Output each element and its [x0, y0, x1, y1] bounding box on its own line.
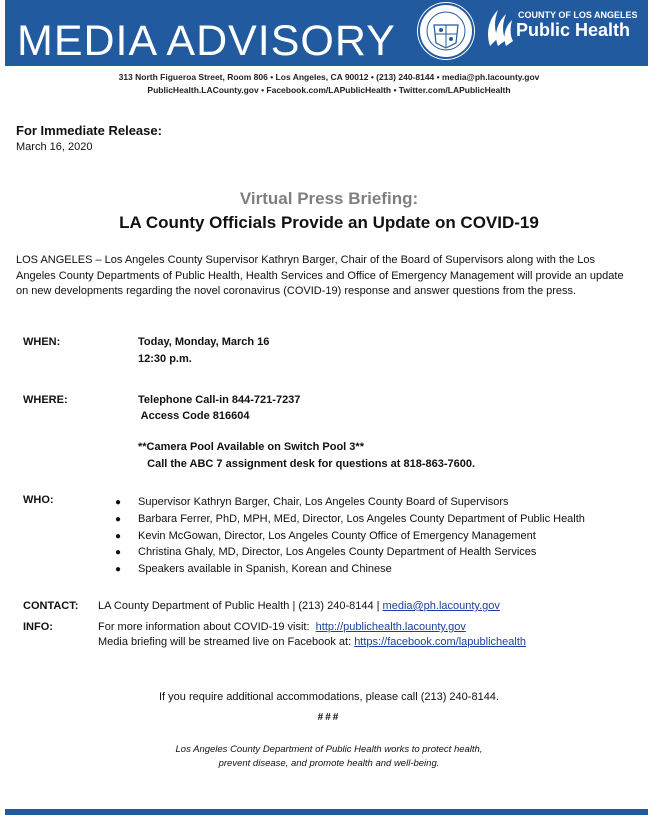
publichealth-website-link[interactable]: http://publichealth.lacounty.gov: [315, 621, 466, 633]
headline-title: LA County Officials Provide an Update on COVID-19: [119, 213, 539, 232]
headline-subtitle: Virtual Press Briefing:: [239, 189, 419, 208]
where-abc7-desk: Call the ABC 7 assignment desk for questions at 818-863-7600.: [138, 458, 476, 470]
info-website-line: For more information about COVID-19 visit: http://publichealth.lacounty.gov: [98, 621, 466, 633]
info-facebook-line: Media briefing will be streamed live on Facebook at: https://facebook.com/lapublichealth: [98, 636, 527, 648]
bullet-icon: ●: [115, 497, 122, 508]
public-health-logo: [484, 6, 644, 56]
when-time: 12:30 p.m.: [138, 353, 192, 365]
contact-label: CONTACT:: [23, 600, 79, 612]
media-advisory-title: MEDIA ADVISORY: [17, 17, 396, 65]
bullet-icon: ●: [115, 564, 122, 576]
accommodations-note: If you require additional accommodations, please call (213) 240-8144.: [159, 691, 499, 703]
list-item: ● Christina Ghaly, MD, Director, Los Angeles County Department of Health Services: [115, 544, 585, 561]
tagline-line-1: Los Angeles County Department of Public Health works to protect health,: [175, 744, 483, 755]
release-label: For Immediate Release:: [16, 123, 162, 138]
info-label: INFO:: [23, 621, 53, 633]
contact-line-web: PublicHealth.LACounty.gov • Facebook.com/LAPublicHealth • Twitter.com/LAPublicHealth: [147, 85, 511, 95]
list-item: ● Supervisor Kathryn Barger, Chair, Los Angeles County Board of Supervisors: [115, 494, 585, 511]
who-label: WHO:: [23, 494, 54, 506]
list-item: ● Speakers available in Spanish, Korean and Chinese: [115, 561, 585, 578]
end-mark: ###: [317, 712, 341, 723]
list-item: ● Barbara Ferrer, PhD, MPH, MEd, Director, Los Angeles County Department of Public Health: [115, 511, 585, 528]
bullet-icon: ●: [115, 547, 122, 559]
who-list: [115, 494, 585, 578]
contact-line-address: 313 North Figueroa Street, Room 806 • Los Angeles, CA 90012 • (213) 240-8144 • media@ph.lacounty.gov: [118, 72, 540, 82]
county-seal-icon: [416, 1, 476, 61]
when-day: Today, Monday, March 16: [138, 336, 270, 348]
department-name: Public Health: [516, 20, 631, 40]
facebook-stream-link[interactable]: https://facebook.com/lapublichealth: [354, 636, 527, 648]
contact-details: LA County Department of Public Health | (213) 240-8144 | media@ph.lacounty.gov: [98, 600, 500, 612]
tagline-line-2: prevent disease, and promote health and well-being.: [218, 758, 440, 769]
public-health-emblem-icon: [484, 6, 516, 50]
bullet-icon: ●: [115, 513, 122, 525]
footer-bar: [5, 809, 648, 815]
where-access-code: Access Code 816604: [138, 410, 250, 422]
contact-email-link[interactable]: media@ph.lacounty.gov: [382, 600, 500, 612]
list-item: ● Kevin McGowan, Director, Los Angeles County Office of Emergency Management: [115, 528, 585, 545]
where-phone: Telephone Call-in 844-721-7237: [138, 394, 301, 406]
lead-paragraph: LOS ANGELES – Los Angeles County Supervisor Kathryn Barger, Chair of the Board of Supervisors along with the Los Angeles County Departments of Public Health, Health Services and Office of Emergency Management will provide an update on new developments regarding the novel coronavirus (COVID-19) response and answer questions from the press.: [16, 254, 624, 297]
release-date: March 16, 2020: [16, 141, 93, 153]
bullet-icon: ●: [115, 530, 122, 542]
where-camera-pool: **Camera Pool Available on Switch Pool 3**: [138, 441, 364, 453]
when-label: WHEN:: [23, 336, 61, 348]
county-name: COUNTY OF LOS ANGELES: [518, 10, 638, 20]
where-label: WHERE:: [23, 394, 68, 406]
